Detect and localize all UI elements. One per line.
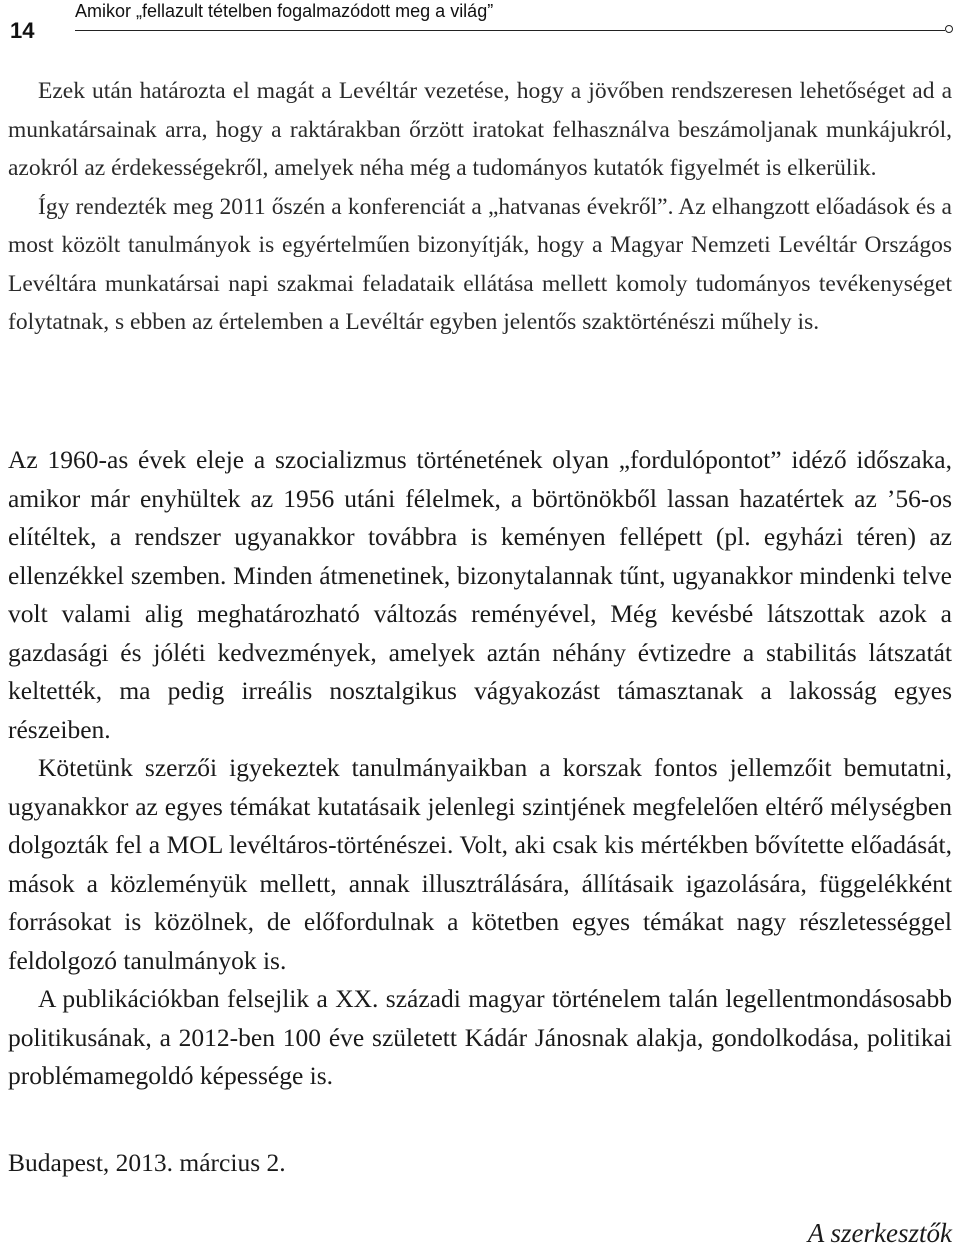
intro-section	[8, 72, 952, 342]
intro-paragraph: Így rendezték meg 2011 őszén a konferenciát a „hatvanas évekről”. Az elhangzott előadások és a most közölt tanulmányok is egyértelműen bizonyítják, hogy a Magyar Nemzeti Levéltár Országos Levéltára munkatársai napi szakmai feladataik ellátása mellett komoly tudományos tevékenységet folytatnak, s ebben az értelemben a Levéltár egyben jelentős szaktörténészi műhely is.	[8, 193, 952, 335]
page-number: 14	[10, 18, 35, 43]
running-header	[0, 0, 960, 50]
header-rule	[75, 30, 945, 31]
dateline: Budapest, 2013. március 2.	[8, 1148, 286, 1177]
running-title: Amikor „fellazult tételben fogalmazódott meg a világ”	[75, 1, 501, 22]
body-paragraph: Kötetünk szerzői igyekeztek tanulmányaikban a korszak fontos jellemzőit bemutatni, ugyanakkor az egyes témákat kutatásaik jelenlegi szintjének megfelelően eltérő mélységben dolgozták fel a MOL levéltáros-történészei. Volt, aki csak kis mértékben bővítette előadását, mások a közleményük mellett, annak illusztrálására, állításaik igazolására, függelékként forrásokat is közölnek, de előfordulnak a kötetben egyes témákat nagy részletességgel feldolgozó tanulmányok is.	[8, 753, 952, 975]
main-text	[8, 441, 952, 1096]
body-paragraph: A publikációkban felsejlik a XX. századi magyar történelem talán legellentmondásosabb politikusának, a 2012-ben 100 éve született Kádár Jánosnak alakja, gondolkodása, politikai problémamegoldó képessége is.	[8, 984, 952, 1090]
signature: A szerkesztők	[807, 1218, 952, 1248]
body-paragraph: Az 1960-as évek eleje a szocializmus történetének olyan „fordulópontot” idéző időszaka, amikor már enyhültek az 1956 utáni félelmek, a börtönökből lassan hazatértek az ’56-os elítéltek, a rendszer ugyanakkor továbbra is keményen fellépett (pl. egyházi téren) az ellenzékkel szemben. Minden átmenetinek, bizonytalannak tűnt, ugyanakkor mindenki telve volt valami alig meghatározható változás reményével, Még kevésbé látszottak azok a gazdasági és jóléti kedvezmények, amelyek aztán néhány évtizedre a stabilitás látszatát keltették, ma pedig irreális nosztalgikus vágyakozást támasztanak a lakosság egyes részeiben.	[8, 445, 952, 744]
rule-end-circle-icon	[945, 25, 953, 33]
intro-paragraph: Ezek után határozta el magát a Levéltár vezetése, hogy a jövőben rendszeresen lehetőséget ad a munkatársainak arra, hogy a raktárakban őrzött iratokat felhasználva beszámoljanak munkájukról, azokról az érdekességekről, amelyek néha még a tudományos kutatók figyelmét is elkerülik.	[8, 78, 952, 181]
